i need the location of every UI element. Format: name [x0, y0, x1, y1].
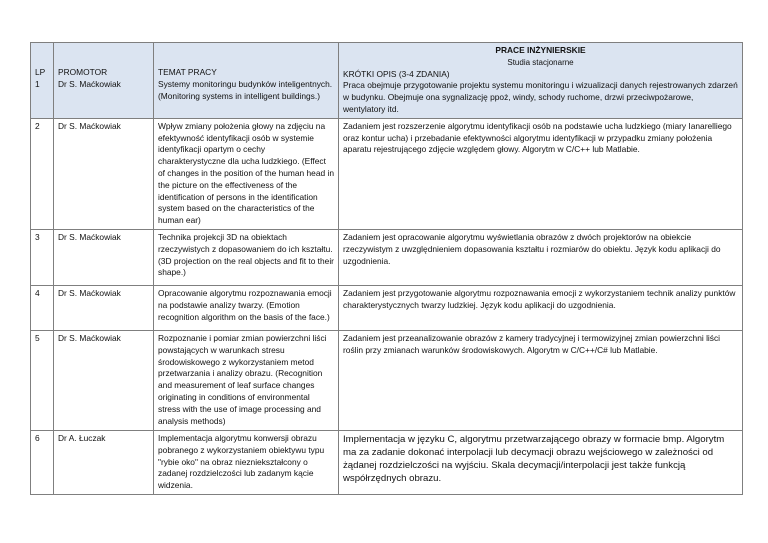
row-2-opis: Zadaniem jest rozszerzenie algorytmu identyfikacji osób na podstawie ucha ludzkiego (miary Ianarelliego oraz kontur ucha) i przebadanie efektywności algorytmu identyfikacji w przypadku zmiany położenia aparatu rejestrującego zdjęcie względem głowy. Algorytm w C/C++ lub Matlabie. [339, 118, 743, 229]
row-5-opis: Zadaniem jest przeanalizowanie obrazów z kamery tradycyjnej i termowizyjnej zmian powierzchni liści roślin przy zmianach warunków środowiskowych. Algorytm w C/C++/C# lub Matlabie. [339, 330, 743, 430]
row-2-promotor: Dr S. Maćkowiak [54, 118, 154, 229]
row-1-opis: Praca obejmuje przygotowanie projektu systemu monitoringu i wizualizacji danych rejestrowanych zdarzeń w budynku. Obejmuje ona sygnalizację ppoż, windy, schody ruchome, drzwi przeciwpożarowe, wentylatory itd. [343, 80, 738, 114]
row-5-temat: Rozpoznanie i pomiar zmian powierzchni liści powstających w warunkach stresu środowiskowego z wykorzystaniem metod przetwarzania i analizy obrazu. (Recognition and measurement of leaf surface changes originating in conditions of environmental stress with the use of image processing and analysis methods) [154, 330, 339, 430]
row-4-temat: Opracowanie algorytmu rozpoznawania emocji na podstawie analizy twarzy. (Emotion recognition algorithm on the basis of the face.) [154, 285, 339, 330]
header-promotor: PROMOTOR [58, 67, 108, 77]
row-4-opis: Zadaniem jest przygotowanie algorytmu rozpoznawania emocji z wykorzystaniem technik analizy punktów charakterystycznych twarzy ludzkiej. Język kodu aplikacji do uzgodnienia. [339, 285, 743, 330]
header-row [31, 43, 743, 119]
table-row [31, 430, 743, 494]
document-subtitle: Studia stacjonarne [507, 57, 574, 67]
header-lp-cell [31, 43, 54, 119]
row-5-lp: 5 [31, 330, 54, 430]
row-3-promotor: Dr S. Maćkowiak [54, 229, 154, 285]
row-2-lp: 2 [31, 118, 54, 229]
header-temat-cell [154, 43, 339, 119]
row-5-promotor: Dr S. Maćkowiak [54, 330, 154, 430]
document-page [30, 42, 742, 495]
row-6-lp: 6 [31, 430, 54, 494]
row-3-opis: Zadaniem jest opracowanie algorytmu wyświetlania obrazów z dwóch projektorów na obiekcie rzeczywistym z uwzględnieniem dopasowania kształtu i rozmiarów do obiektu. Język kodu aplikacji do uzgodnienia. [339, 229, 743, 285]
row-3-lp: 3 [31, 229, 54, 285]
thesis-topics-table [30, 42, 743, 495]
row-1-temat: Systemy monitoringu budynków inteligentnych. (Monitoring systems in intelligent buildings.) [158, 78, 333, 101]
header-promotor-cell [54, 43, 154, 119]
row-2-temat: Wpływ zmiany położenia głowy na zdjęciu na efektywność identyfikacji osób w systemie identyfikacji opartym o cechy charakterystyczne dla ucha ludzkiego. (Effect of changes in the position of the human head in the picture on the effectiveness of the identification of persons in the identification system based on the characteristics of the human ear) [154, 118, 339, 229]
table-row [31, 229, 743, 285]
header-opis: KRÓTKI OPIS (3-4 ZDANIA) [343, 68, 450, 79]
header-temat: TEMAT PRACY [158, 67, 217, 77]
row-6-promotor: Dr A. Łuczak [54, 430, 154, 494]
document-title: PRACE INŻYNIERSKIE [495, 45, 586, 55]
row-1-lp: 1 [35, 78, 40, 89]
table-row [31, 285, 743, 330]
row-4-promotor: Dr S. Maćkowiak [54, 285, 154, 330]
header-lp: LP [35, 67, 46, 77]
row-1-promotor: Dr S. Maćkowiak [58, 78, 121, 89]
row-6-temat: Implementacja algorytmu konwersji obrazu pobranego z wykorzystaniem obiektywu typu "rybie oko" na obraz niezniekształcony o zadanej rozdzielczości lub zadanym kącie widzenia. [154, 430, 339, 494]
header-opis-cell [339, 43, 743, 119]
table-row [31, 330, 743, 430]
table-row [31, 118, 743, 229]
row-4-lp: 4 [31, 285, 54, 330]
row-6-opis: Implementacja w języku C, algorytmu przetwarzającego obrazy w formacie bmp. Algorytm ma za zadanie dokonać interpolacji lub decymacji obrazu wejściowego w zależności od żądanej rozdzielczości na wyjściu. Skala decymacji/interpolacji jest także funkcją współrzędnych obrazu. [339, 430, 743, 494]
row-3-temat: Technika projekcji 3D na obiektach rzeczywistych z dopasowaniem do ich kształtu. (3D projection on the real objects and fit to their shape.) [154, 229, 339, 285]
